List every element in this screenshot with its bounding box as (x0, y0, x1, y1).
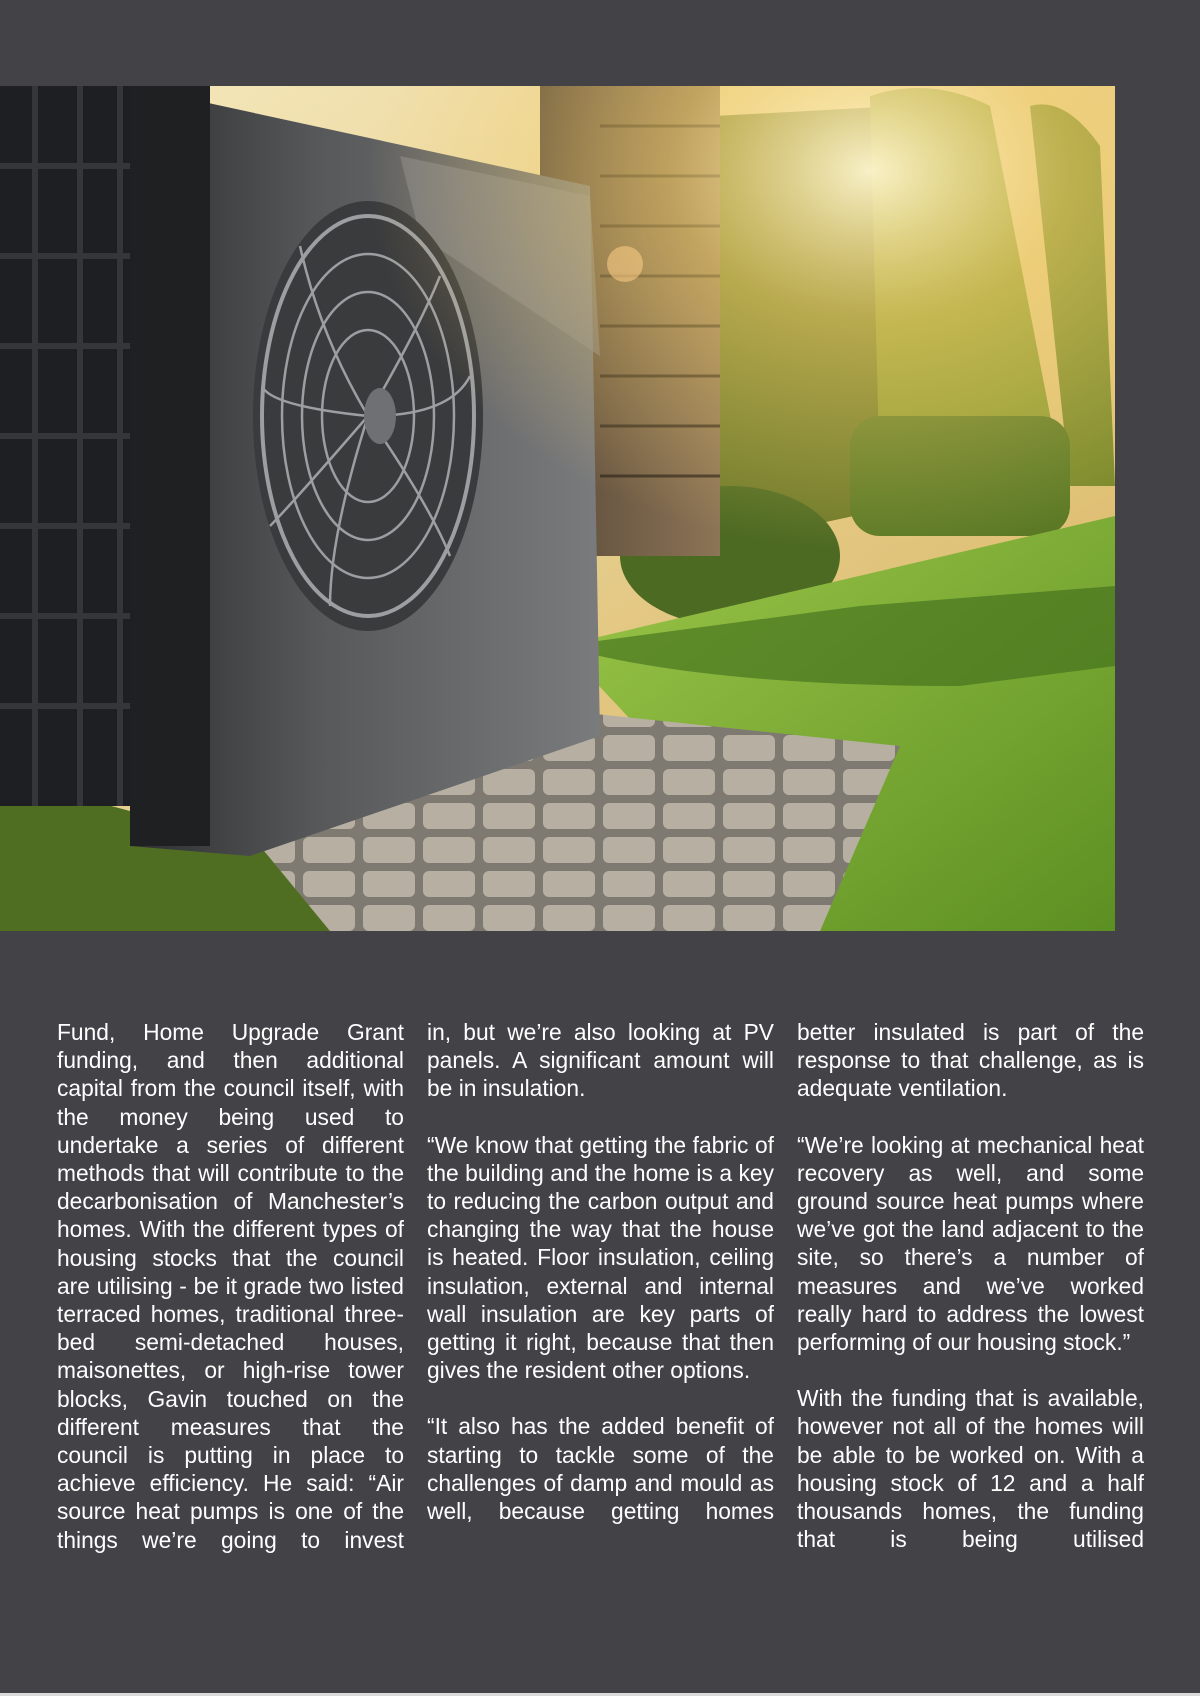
paragraph: “It also has the added benefit of starting to tackle some of the challenges of damp and mould as well, because getting homes (427, 1413, 774, 1525)
column-3 (797, 1018, 1144, 1554)
article-body (57, 1018, 1144, 1554)
paragraph: “We know that getting the fabric of the building and the home is a key to reducing the carbon output and changing the way that the house is heated. Floor insulation, ceiling insulation, external and internal wall insulation are key parts of getting it right, because that then gives the resident other options. (427, 1131, 774, 1384)
paragraph: “We’re looking at mechanical heat recovery as well, and some ground source heat pumps where we’ve got the land adjacent to the site, so there’s a number of measures and we’ve worked really hard to address the lowest performing of our housing stock.” (797, 1131, 1144, 1356)
paragraph: With the funding that is available, however not all of the homes will be able to be worked on. With a housing stock of 12 and a half thousands homes, the funding that is being utilised (797, 1385, 1144, 1553)
column-1 (57, 1018, 404, 1554)
paragraph: better insulated is part of the response to that challenge, as is adequate ventilation. (797, 1019, 1144, 1102)
column-2 (427, 1018, 774, 1554)
paragraph: in, but we’re also looking at PV panels. A significant amount will be in insulation. (427, 1019, 774, 1102)
heat-pump-photo (0, 86, 1115, 931)
paragraph: Fund, Home Upgrade Grant funding, and then additional capital from the council itself, with the money being used to undertake a series of different methods that will contribute to the decarbonisation of Manchester’s homes. With the different types of housing stocks that the council are utilising - be it grade two listed terraced homes, traditional three-bed semi-detached houses, maisonettes, or high-rise tower blocks, Gavin touched on the different measures that the council is putting in place to achieve efficiency. He said: “Air source heat pumps is one of the things we’re going to invest (57, 1019, 404, 1553)
